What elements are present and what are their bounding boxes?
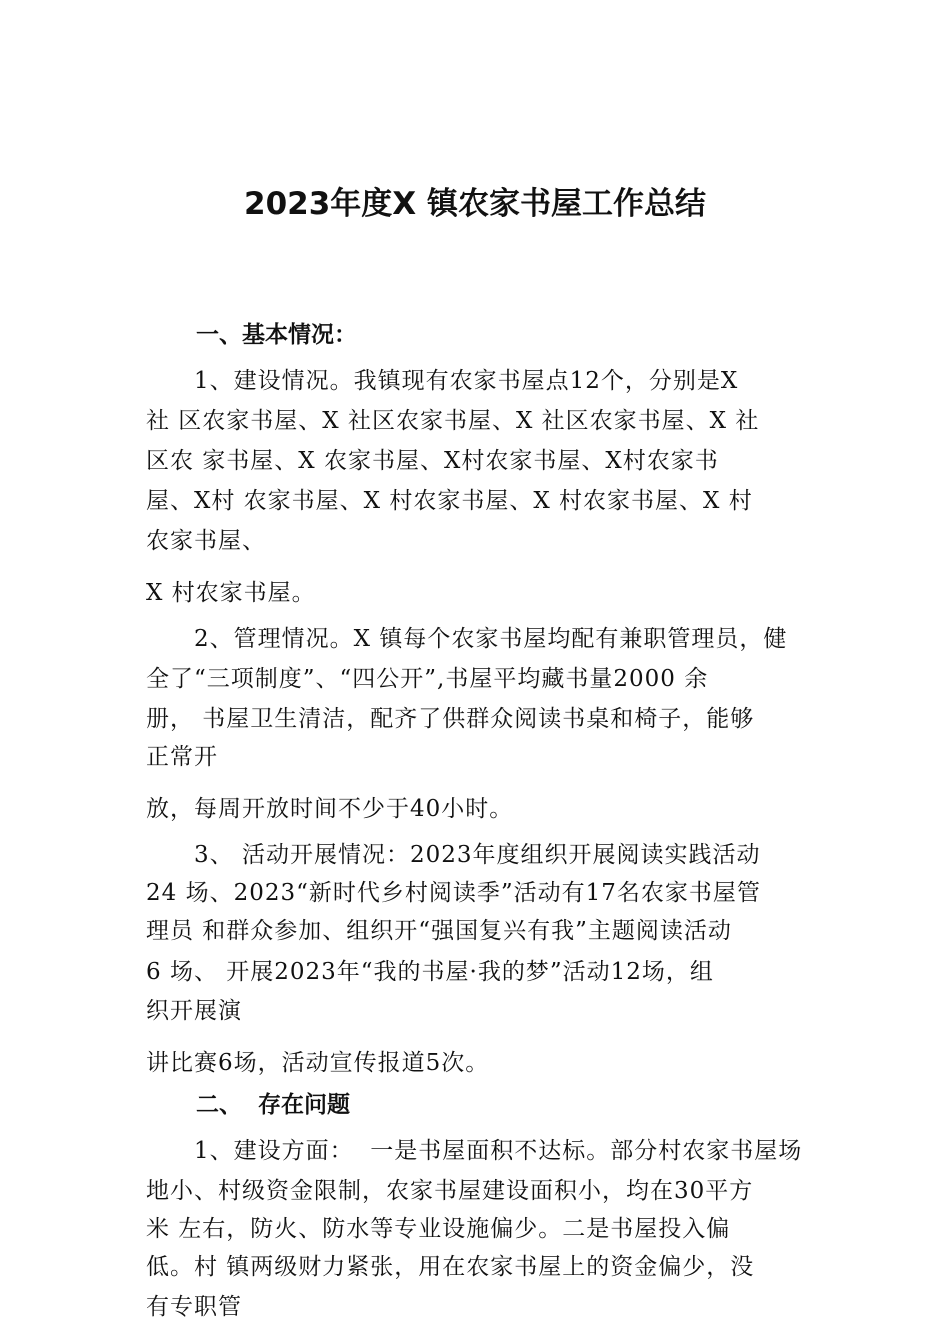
- text-line: 6 场、 开展2023年“我的书屋·我的梦”活动12场，组: [146, 959, 714, 985]
- text-line: 讲比赛6场，活动宣传报道5次。: [146, 1050, 490, 1076]
- text-line: 地小、村级资金限制，农家书屋建设面积小，均在30平方: [146, 1178, 754, 1204]
- text-line: 社 区农家书屋、X 社区农家书屋、X 社区农家书屋、X 社: [146, 408, 760, 434]
- text-line: 册， 书屋卫生清洁，配齐了供群众阅读书桌和椅子，能够: [146, 706, 755, 732]
- document-title: 2023年度X 镇农家书屋工作总结: [244, 186, 706, 222]
- text-line: X 村农家书屋。: [146, 580, 316, 606]
- text-line: 区农 家书屋、X 农家书屋、X村农家书屋、X村农家书: [146, 448, 719, 474]
- text-line: 24 场、2023“新时代乡村阅读季”活动有17名农家书屋管: [146, 880, 761, 906]
- text-line: 正常开: [146, 744, 218, 770]
- text-line: 米 左右，防火、防水等专业设施偏少。二是书屋投入偏: [146, 1216, 731, 1242]
- text-line: 1、建设情况。我镇现有农家书屋点12个，分别是X: [194, 368, 739, 394]
- section-heading-basic: 一、基本情况：: [196, 322, 357, 348]
- text-line: 1、建设方面： 一是书屋面积不达标。部分村农家书屋场: [194, 1138, 803, 1164]
- text-line: 低。村 镇两级财力紧张，用在农家书屋上的资金偏少，没: [146, 1254, 755, 1280]
- text-line: 屋、X村 农家书屋、X 村农家书屋、X 村农家书屋、X 村: [146, 488, 753, 514]
- text-line: 织开展演: [146, 998, 242, 1024]
- section-heading-problems: 二、 存在问题: [196, 1092, 351, 1118]
- text-line: 农家书屋、: [146, 528, 266, 554]
- text-line: 3、 活动开展情况：2023年度组织开展阅读实践活动: [194, 842, 761, 868]
- text-line: 2、管理情况。X 镇每个农家书屋均配有兼职管理员，健: [194, 626, 788, 652]
- text-line: 有专职管: [146, 1294, 242, 1320]
- text-line: 放，每周开放时间不少于40小时。: [146, 796, 514, 822]
- text-line: 理员 和群众参加、组织开“强国复兴有我”主题阅读活动: [146, 918, 732, 944]
- text-line: 全了“三项制度”、“四公开”,书屋平均藏书量2000 余: [146, 666, 709, 692]
